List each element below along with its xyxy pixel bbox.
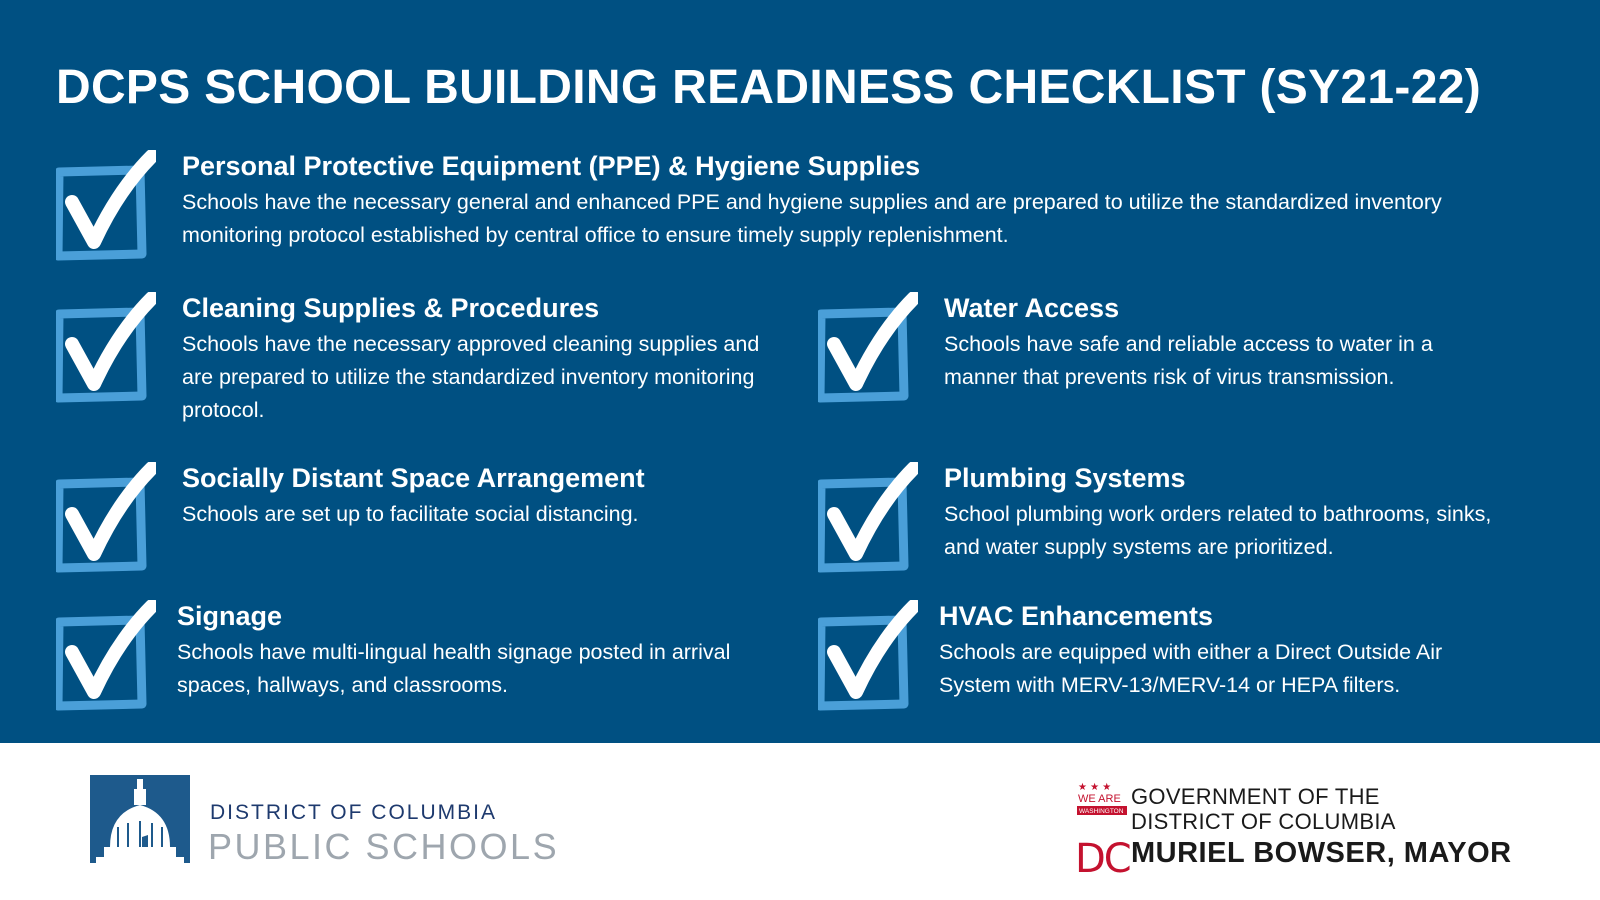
checklist-item-plumbing — [818, 462, 1558, 574]
item-heading: Water Access — [944, 293, 1120, 323]
svg-text:★ ★ ★: ★ ★ ★ — [1078, 782, 1112, 793]
checkbox-checked-icon — [56, 600, 156, 712]
page-title: DCPS SCHOOL BUILDING READINESS CHECKLIST (SY21-22) — [56, 61, 1481, 114]
checkbox-checked-icon — [56, 292, 156, 404]
capitol-dome-logo-icon — [90, 775, 190, 863]
item-body: School plumbing work orders related to bathrooms, sinks, and water supply systems are prioritized. — [944, 502, 1492, 559]
checklist-item-hvac — [818, 600, 1558, 712]
item-heading: Cleaning Supplies & Procedures — [182, 293, 600, 323]
footer — [0, 743, 1600, 900]
checklist-item-ppe — [56, 150, 1556, 262]
gov-line1: GOVERNMENT OF THE — [1131, 784, 1380, 809]
item-body: Schools are set up to facilitate social distancing. — [182, 502, 639, 526]
checkbox-checked-icon — [56, 150, 156, 262]
gov-line3-mayor: MURIEL BOWSER, MAYOR — [1131, 837, 1512, 869]
checklist-item-signage — [56, 600, 796, 712]
checklist-item-social-distance — [56, 462, 796, 574]
dc-mark: DC — [1075, 836, 1130, 882]
checkbox-checked-icon — [818, 292, 918, 404]
dc-government-logo — [1075, 781, 1525, 881]
item-heading: HVAC Enhancements — [939, 601, 1214, 631]
checklist-item-water — [818, 292, 1558, 432]
dcps-name-line1: DISTRICT OF COLUMBIA — [210, 801, 497, 824]
item-body: Schools have the necessary approved cleaning supplies and are prepared to utilize the standardized inventory monitoring protocol. — [182, 332, 760, 422]
item-heading: Plumbing Systems — [944, 463, 1186, 493]
checkbox-checked-icon — [818, 462, 918, 574]
item-body: Schools are equipped with either a Direct Outside Air System with MERV-13/MERV-14 or HEPA filters. — [939, 640, 1443, 697]
item-heading: Socially Distant Space Arrangement — [182, 463, 645, 493]
washington-text: WASHINGTON — [1079, 808, 1124, 815]
item-heading: Signage — [177, 601, 283, 631]
dcps-name-line2: PUBLIC SCHOOLS — [208, 826, 560, 867]
checkbox-checked-icon — [56, 462, 156, 574]
item-body: Schools have multi-lingual health signage posted in arrival spaces, hallways, and classrooms. — [177, 640, 731, 697]
checklist-item-cleaning — [56, 292, 796, 432]
item-heading: Personal Protective Equipment (PPE) & Hygiene Supplies — [182, 151, 921, 181]
item-body: Schools have safe and reliable access to water in a manner that prevents risk of virus transmission. — [944, 332, 1433, 389]
checkbox-checked-icon — [818, 600, 918, 712]
gov-line2: DISTRICT OF COLUMBIA — [1131, 809, 1396, 834]
we-are-text: WE ARE — [1078, 793, 1121, 805]
item-body: Schools have the necessary general and enhanced PPE and hygiene supplies and are prepared to utilize the standardized inventory monitoring protocol established by central office to ensure timely supply replenishment. — [182, 190, 1442, 247]
